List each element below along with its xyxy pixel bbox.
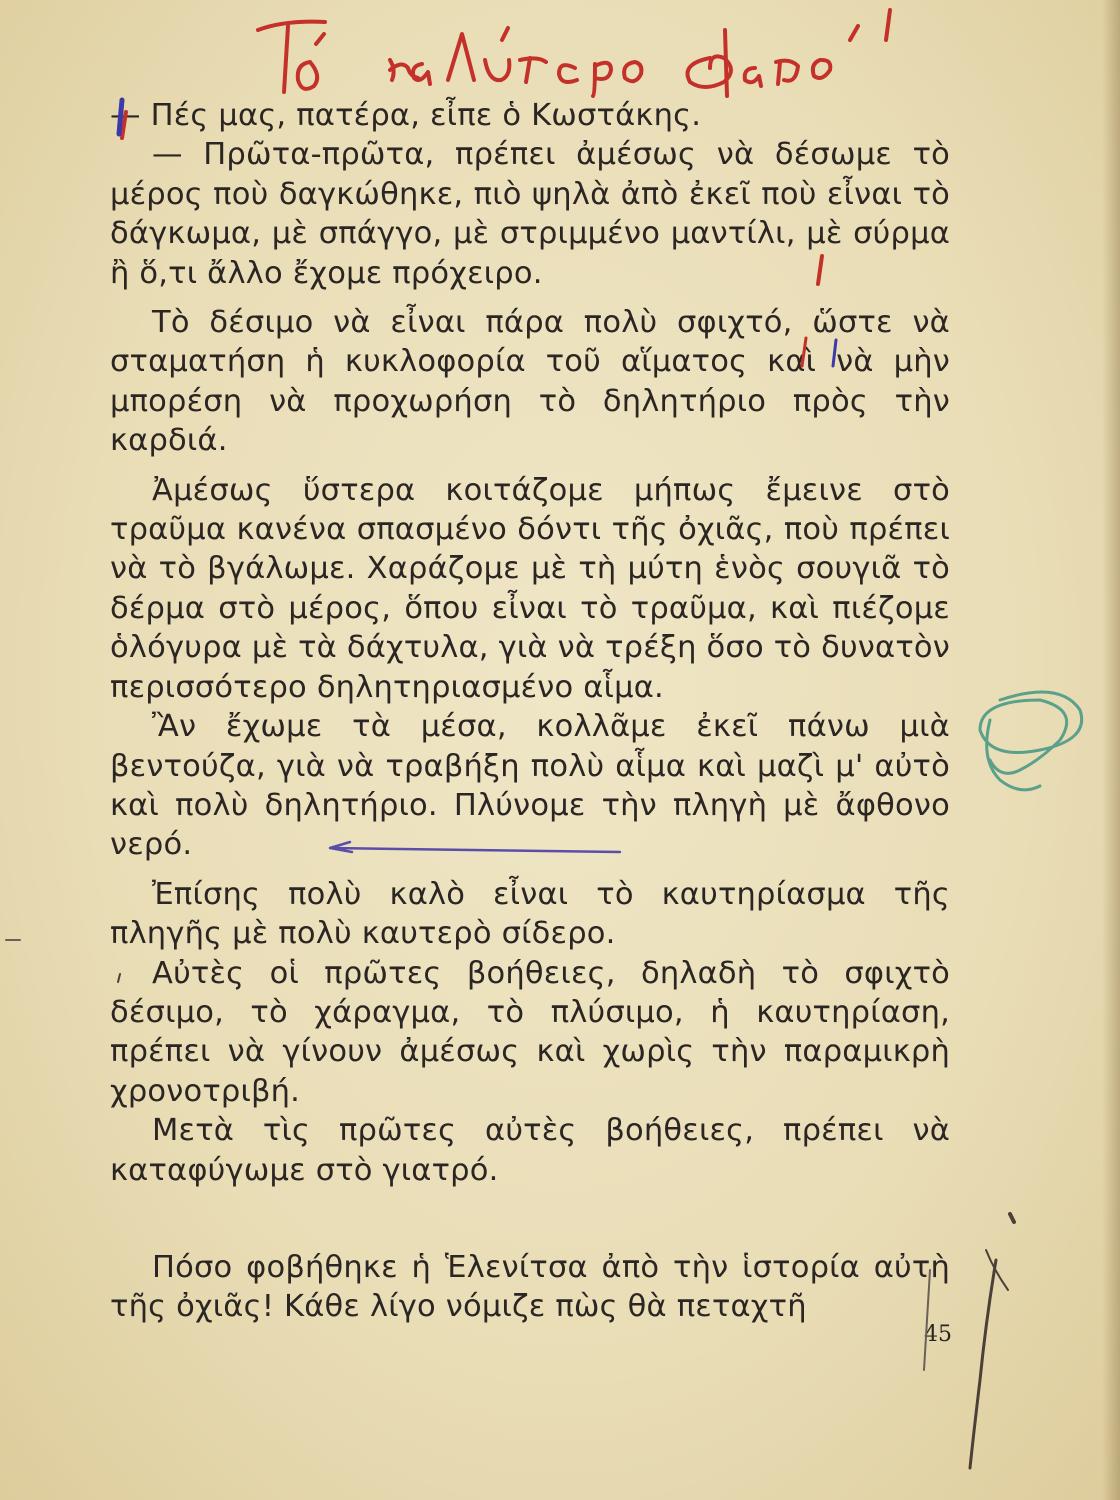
margin-pencil-stroke xyxy=(1010,1214,1014,1222)
page-spine-shadow xyxy=(1102,0,1120,1500)
paragraph: Ἂν ἔχωμε τὰ μέσα, κολλᾶμε ἐκεῖ πάνω μιὰ βεντούζα, γιὰ νὰ τραβήξη πολὺ αἷμα καὶ μαζὶ μ' αὐτὸ καὶ πολὺ δηλητήριο. Πλύνομε τὴν πληγὴ μὲ ἄφθονο νερό. xyxy=(110,709,950,863)
body-text xyxy=(110,96,950,1327)
margin-pencil-stroke xyxy=(970,1260,996,1468)
handwritten-title xyxy=(240,0,940,100)
paragraph: — Πρῶτα-πρῶτα, πρέπει ἀμέσως νὰ δέσωμε τὸ μέρος ποὺ δαγκώθηκε, πιὸ ψηλὰ ἀπὸ ἐκεῖ ποὺ εἶναι τὸ δάγκωμα, μὲ σπάγγο, μὲ στριμμένο μαντίλι, μὲ σύρμα ἢ ὅ,τι ἄλλο ἔχομε πρόχειρο. xyxy=(110,137,950,291)
margin-pencil-stroke xyxy=(986,1250,1008,1290)
page-number: 45 xyxy=(924,1322,952,1347)
paragraph: — Πές μας, πατέρα, εἶπε ὁ Κωστάκης. xyxy=(110,98,702,133)
paragraph: Ἀμέσως ὕστερα κοιτάζομε μήπως ἔμεινε στὸ τραῦμα κανένα σπασμένο δόντι τῆς ὀχιᾶς, ποὺ πρέπει νὰ τὸ βγάλωμε. Χαράζομε μὲ τὴ μύτη ἑνὸς σουγιᾶ τὸ δέρμα στὸ μέρος, ὅπου εἶναι τὸ τραῦμα, καὶ πιέζομε ὁλόγυρα μὲ τὰ δάχτυλα, γιὰ νὰ τρέξη ὅσο τὸ δυνατὸν περισσότερο δηλητηριασμένο αἷμα. xyxy=(110,472,950,705)
paragraph: Μετὰ τὶς πρῶτες αὐτὲς βοήθειες, πρέπει νὰ καταφύγωμε στὸ γιατρό. xyxy=(110,1113,950,1188)
paragraph: Ἐπίσης πολὺ καλὸ εἶναι τὸ καυτηρίασμα τῆς πληγῆς μὲ πολὺ καυτερὸ σίδερο. xyxy=(110,876,950,952)
paragraph: Αὐτὲς οἱ πρῶτες βοήθειες, δηλαδὴ τὸ σφιχτὸ δέσιμο, τὸ χάραγμα, τὸ πλύσιμο, ἡ καυτηρίαση, πρέπει νὰ γίνουν ἀμέσως καὶ χωρὶς τὴν παραμικρὴ χρονοτριβή. xyxy=(110,955,950,1109)
paragraph: Τὸ δέσιμο νὰ εἶναι πάρα πολὺ σφιχτό, ὥστε νὰ σταματήση ἡ κυκλοφορία τοῦ αἵματος καὶ νὰ μὴν μπορέση νὰ προχωρήση τὸ δηλητήριο πρὸς τὴν καρδιά. xyxy=(110,305,950,459)
green-scribble xyxy=(980,692,1082,790)
paragraph: Πόσο φοβήθηκε ἡ Ἑλενίτσα ἀπὸ τὴν ἱστορία αὐτὴ τῆς ὀχιᾶς! Κάθε λίγο νόμιζε πὼς θὰ πεταχτῆ xyxy=(110,1249,950,1325)
